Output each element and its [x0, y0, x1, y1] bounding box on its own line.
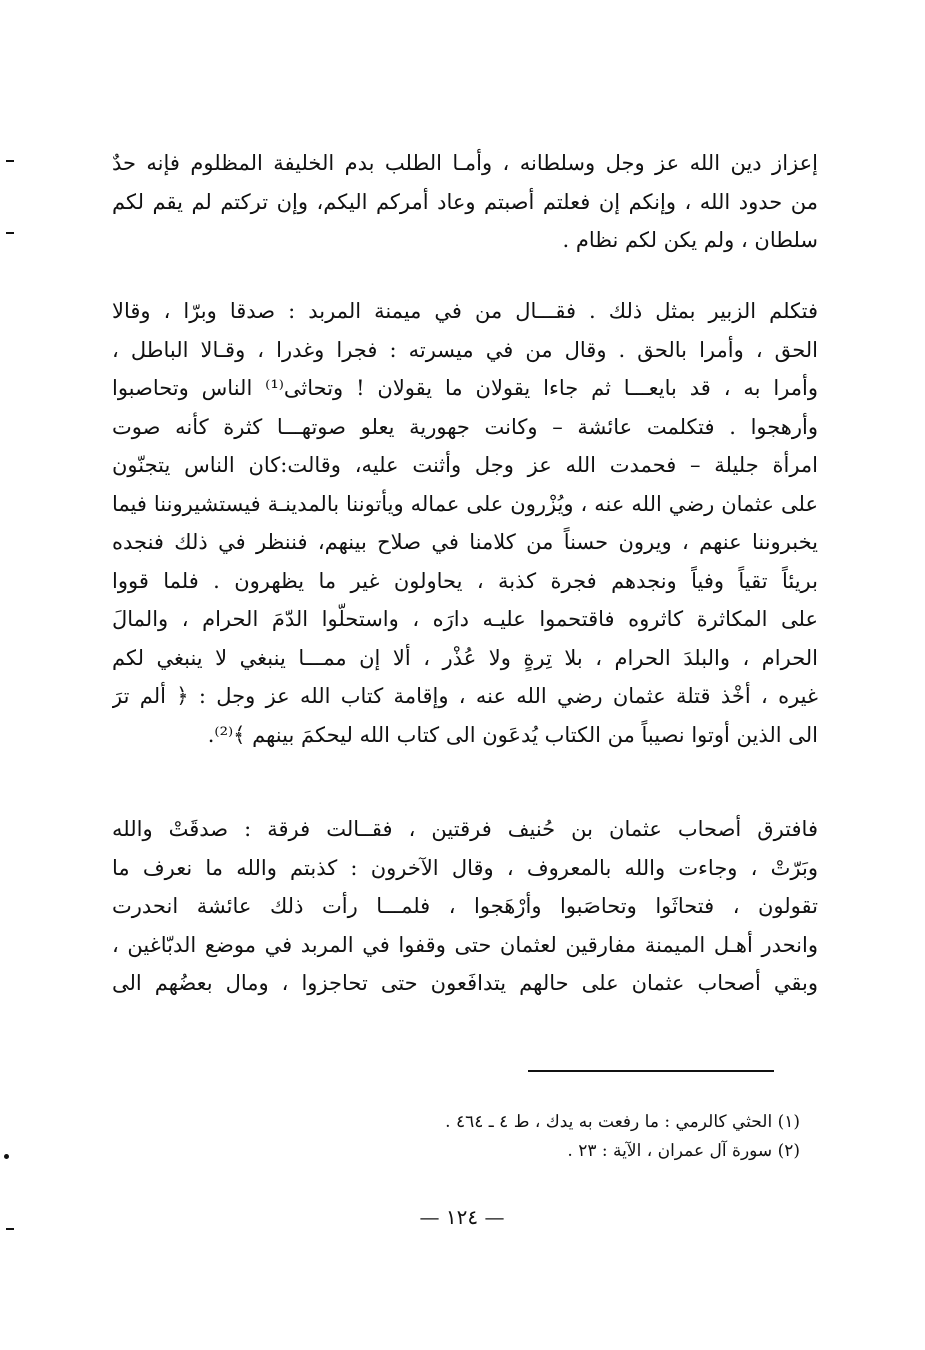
text-line: سلطان ، ولم يكن لكم نظام . [562, 228, 818, 252]
text-line: وبَرّتْ ، وجاءت والله بالمعروف ، وقال الآخرون : كذبتم والله ما نعرف ما [112, 855, 818, 880]
text-line: تقولون ، فتحاثَوا وتحاصَبوا وأرْهَجوا ، فلمـــا رأت ذلك عائشة انحدرت [112, 894, 818, 918]
text-line: فتكلم الزبير بمثل ذلك . فقـــال من في ميمنة المربد : صدقا وبرّا ، وقالا [112, 299, 818, 323]
footnote-separator [528, 1070, 774, 1072]
text-line: إعزاز دين الله عز وجل وسلطانه ، وأمـا الطلب بدم الخليفة المظلوم فإنه حدٌ [112, 151, 818, 175]
text-line: وبقي أصحاب عثمان على حالهم يتدافَعون حتى تحاجزوا ، ومال بعضُهم الى [112, 971, 818, 995]
text-line: الحق ، وأمرا بالحق . وقال من في ميسرته : فجرا وغدرا ، وقـالا الباطل ، [112, 337, 818, 362]
text-line: وأرهجوا . فتكلمت عائشة – وكانت جهورية يعلو صوتهـــا كثرة كأنه صوت [112, 414, 818, 439]
text-line: وانحدر أهـل الميمنة مفارقين لعثمان حتى وقفوا في المربد في موضع الدبّاغين ، [112, 932, 818, 957]
text-line: بريئاً تقياً وفياً ونجدهم فجرة كذبة ، يحاولون غير ما يظهرون . فلما قووا [112, 568, 818, 593]
scan-speck [6, 232, 14, 234]
scan-speck [6, 1228, 14, 1230]
text-line: من حدود الله ، وإنكم إن فعلتم أصبتم وعاد أمركم اليكم، وإن تركتم لم يقم لكم [112, 189, 818, 214]
footnotes [300, 1108, 800, 1166]
scan-speck [4, 1154, 9, 1159]
text-line: غيره ، أخْذ قتلة عثمان رضي الله عنه ، وإقامة كتاب الله عز وجل : ﴿ ألم ترَ [112, 684, 818, 708]
text-line: الى الذين أوتوا نصيباً من الكتاب يُدعَون الى كتاب الله ليحكمَ بينهم ﴾⁽²⁾. [207, 722, 818, 747]
text-line: الحرام ، والبلدَ الحرام ، بلا تِرةٍ ولا عُذْر ، ألا إن ممـــا ينبغي لا ينبغي لكم [112, 645, 818, 670]
text-line: وأمرا به ، قد بايعـــا ثم جاءا يقولان ما يقولان ! وتحاثى⁽¹⁾ الناس وتحاصبوا [112, 376, 818, 400]
paragraph-3 [112, 810, 818, 1003]
text-line: فافترق أصحاب عثمان بن حُنيف فرقتين ، فقــالت فرقة : صدقَتْ والله [112, 817, 818, 841]
text-line: امرأة جليلة – فحمدت الله عز وجل وأثنت عليه، وقالت:كان الناس يتجنّون [112, 453, 818, 477]
scan-speck [6, 160, 14, 162]
text-line: على عثمان رضي الله عنه ، ويُزْرون على عماله ويأتوننا بالمدينـة فيستشيروننا فيما [112, 491, 818, 516]
paragraph-1 [112, 144, 818, 260]
page-number: — ١٢٤ — [419, 1205, 505, 1229]
paragraph-2 [112, 292, 818, 754]
text-line: يخبروننا عنهم ، ويرون حسناً من كلامنا في صلاح بينهم، فننظر في ذلك فنجده [112, 530, 818, 554]
footnote-1: (١) الحثي كالرمي : ما رفعت به يدك ، ط ٤ ـ ٤٦٤ . [445, 1112, 800, 1132]
footnote-2: (٢) سورة آل عمران ، الآية : ٢٣ . [567, 1141, 800, 1161]
text-line: على المكاثرة كاثروه فاقتحموا عليـه دارَه ، واستحلّوا الدّمَ الحرام ، والمالَ [112, 607, 818, 631]
